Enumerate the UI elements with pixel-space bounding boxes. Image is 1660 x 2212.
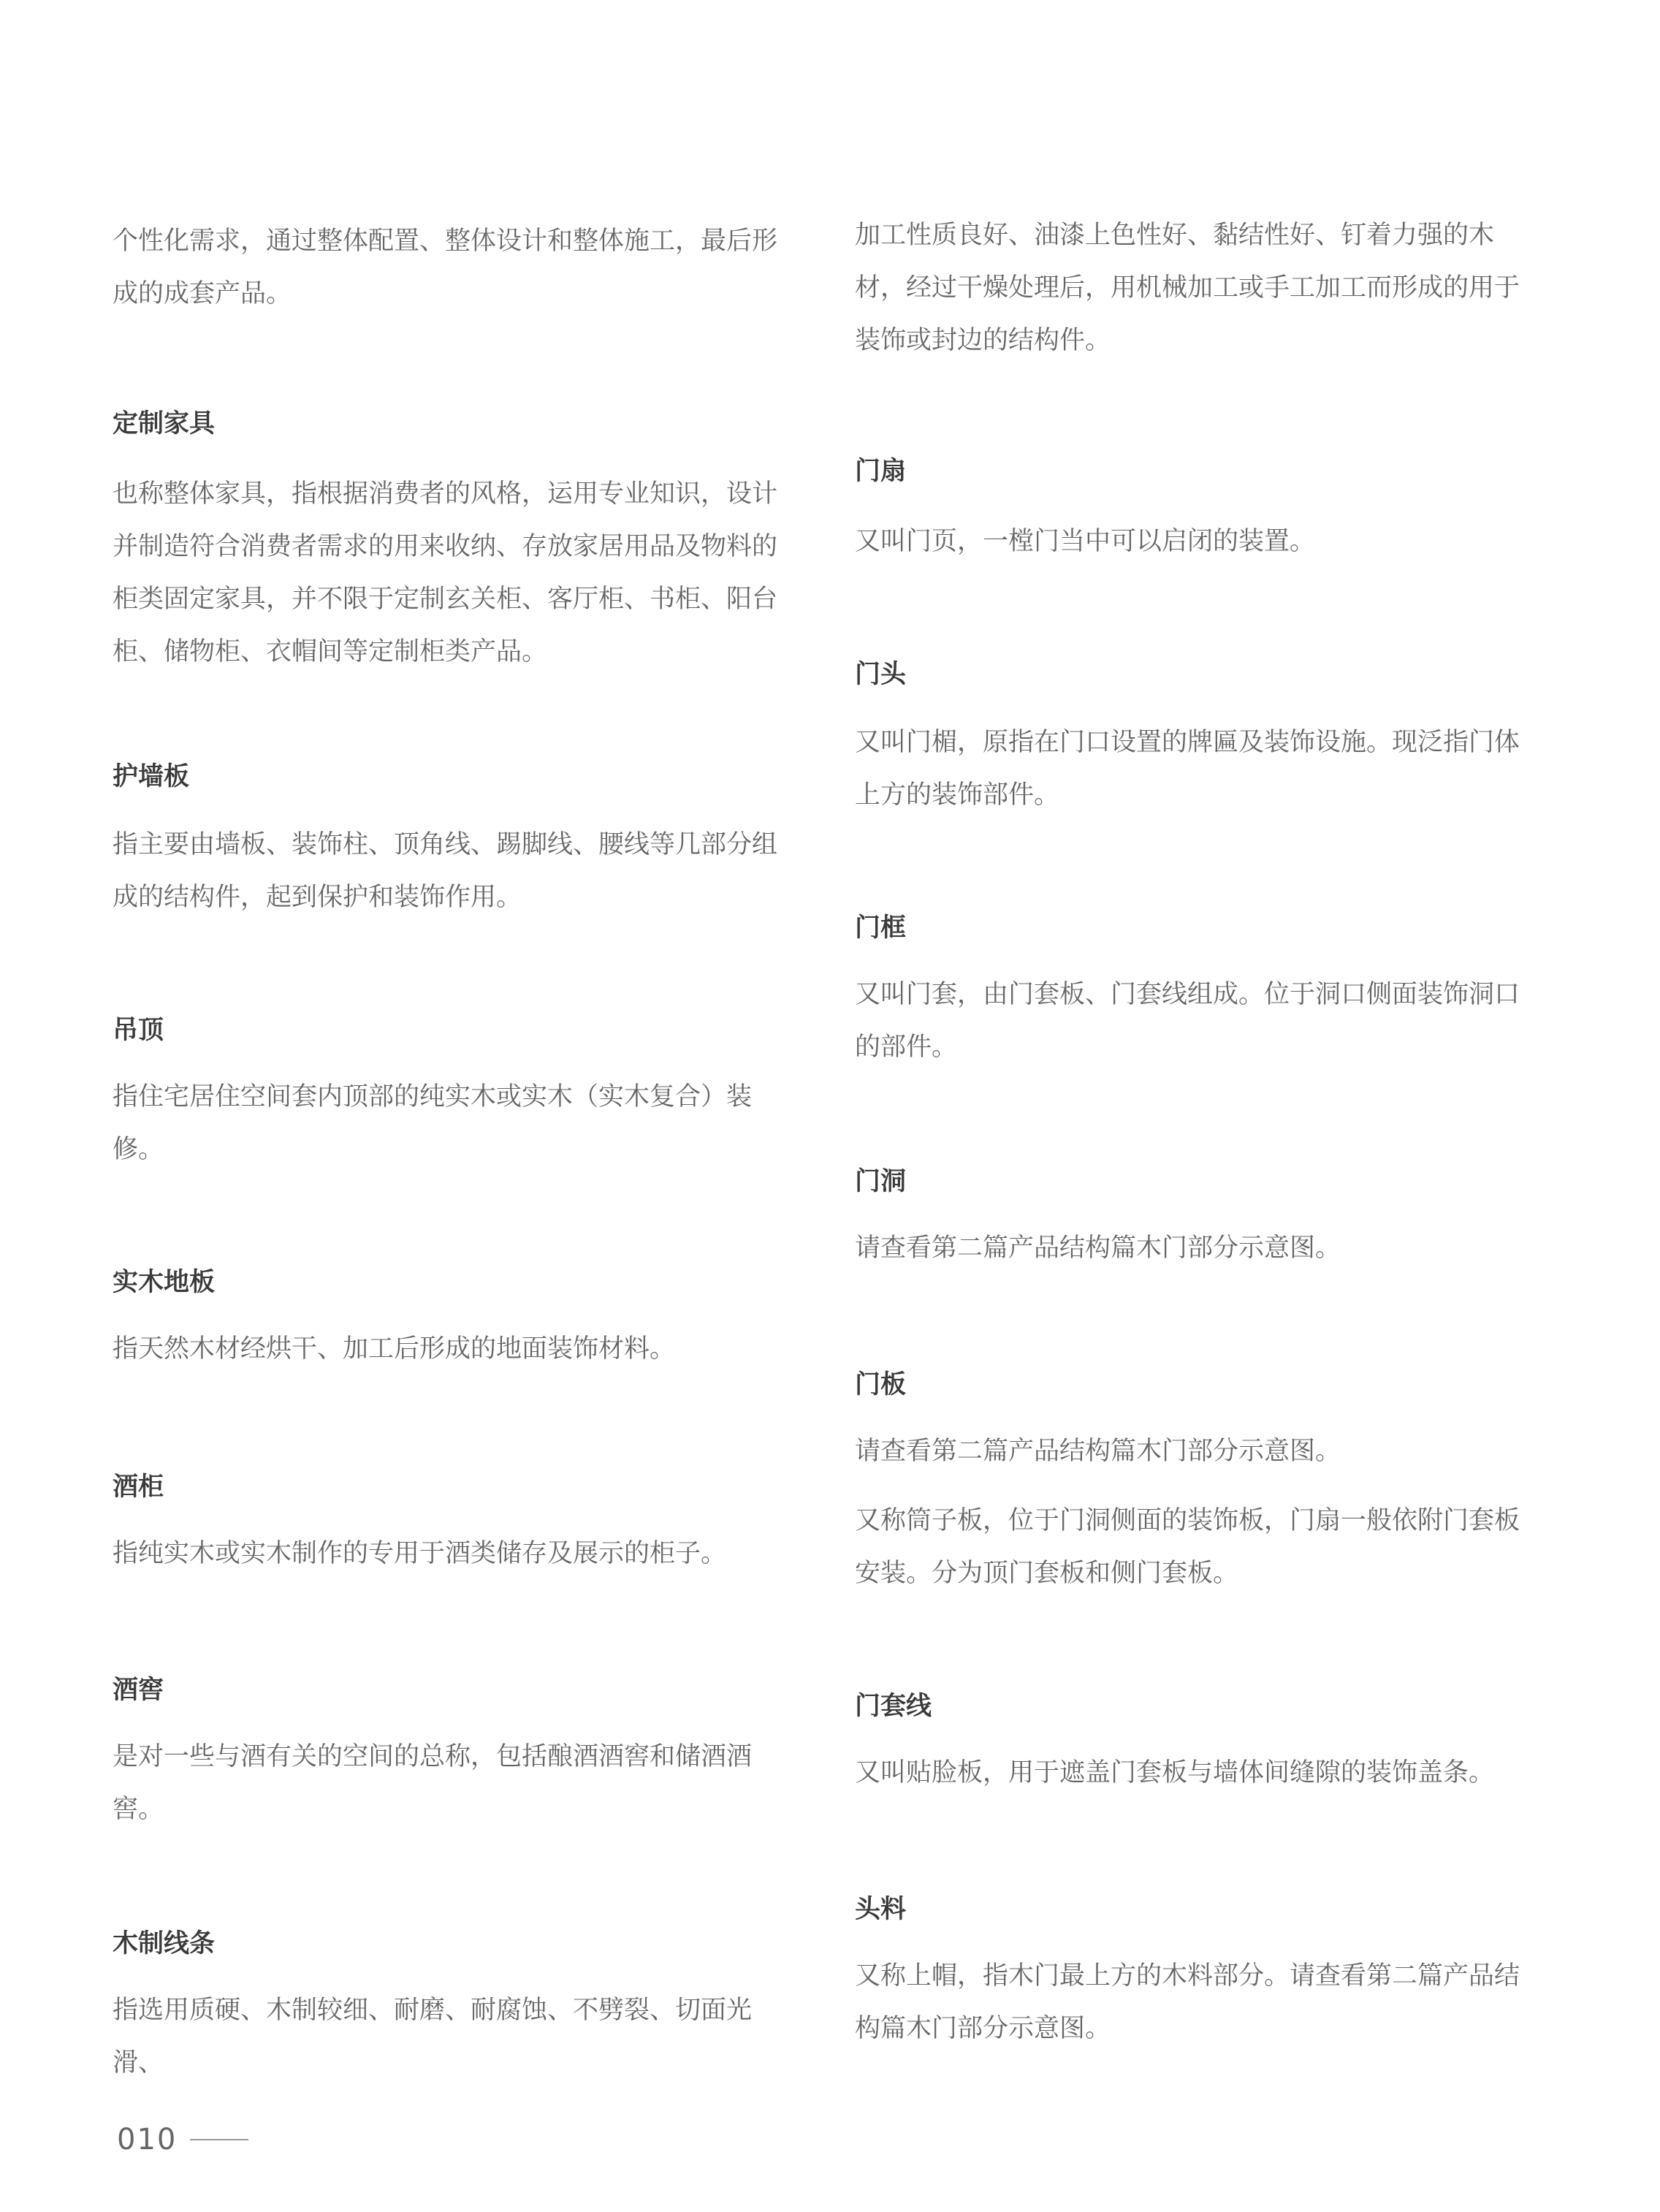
term-description: 指天然木材经烘干、加工后形成的地面装饰材料。 bbox=[113, 1334, 676, 1364]
term-description: 是对一些与酒有关的空间的总称，包括酿酒酒窖和储酒酒窖。 bbox=[113, 1742, 753, 1824]
term-description: 又叫门页，一樘门当中可以启闭的装置。 bbox=[855, 527, 1316, 556]
term-description: 又叫门楣，原指在门口设置的牌匾及装饰设施。现泛指门体上方的装饰部件。 bbox=[855, 728, 1520, 810]
term-heading: 实木地板 bbox=[113, 1267, 216, 1297]
page-footer bbox=[117, 2123, 248, 2156]
term-description: 也称整体家具，指根据消费者的风格，运用专业知识，设计并制造符合消费者需求的用来收纳、存放家居用品及物料的柜类固定家具，并不限于定制玄关柜、客厅柜、书柜、阳台柜、储物柜、衣帽间等定制柜类产品。 bbox=[113, 479, 778, 666]
term-heading: 木制线条 bbox=[113, 1928, 216, 1958]
term-description: 请查看第二篇产品结构篇木门部分示意图。 bbox=[855, 1234, 1341, 1263]
term-heading: 护墙板 bbox=[113, 761, 190, 791]
term-heading: 门扇 bbox=[855, 456, 907, 486]
term-heading: 门头 bbox=[855, 659, 907, 689]
term-description: 指选用质硬、木制较细、耐磨、耐腐蚀、不劈裂、切面光滑、 bbox=[113, 1996, 753, 2078]
term-description: 又称上帽，指木门最上方的木料部分。请查看第二篇产品结构篇木门部分示意图。 bbox=[855, 1961, 1520, 2043]
term-description: 又叫贴脸板，用于遮盖门套板与墙体间缝隙的装饰盖条。 bbox=[855, 1758, 1495, 1787]
term-heading: 门套线 bbox=[855, 1691, 932, 1721]
page-number: 010 bbox=[117, 2123, 178, 2156]
term-description: 指住宅居住空间套内顶部的纯实木或实木（实木复合）装修。 bbox=[113, 1082, 753, 1164]
term-description: 指纯实木或实木制作的专用于酒类储存及展示的柜子。 bbox=[113, 1539, 727, 1568]
right-intro-text: 加工性质良好、油漆上色性好、黏结性好、钉着力强的木材，经过干燥处理后，用机械加工或手工加工而形成的用于装饰或封边的结构件。 bbox=[855, 221, 1520, 355]
term-heading: 门板 bbox=[855, 1369, 907, 1399]
left-intro-text: 个性化需求，通过整体配置、整体设计和整体施工，最后形成的成套产品。 bbox=[113, 227, 778, 308]
term-description: 请查看第二篇产品结构篇木门部分示意图。 bbox=[855, 1437, 1341, 1466]
term-heading: 定制家具 bbox=[113, 408, 216, 438]
term-heading: 门洞 bbox=[855, 1166, 907, 1196]
term-description: 指主要由墙板、装饰柱、顶角线、踢脚线、腰线等几部分组成的结构件，起到保护和装饰作用。 bbox=[113, 830, 778, 912]
term-heading: 门框 bbox=[855, 913, 907, 943]
footer-rule-line bbox=[190, 2139, 248, 2140]
term-description: 又叫门套，由门套板、门套线组成。位于洞口侧面装饰洞口的部件。 bbox=[855, 980, 1520, 1062]
term-description-extra: 又称筒子板，位于门洞侧面的装饰板，门扇一般依附门套板安装。分为顶门套板和侧门套板。 bbox=[855, 1506, 1520, 1588]
term-heading: 酒柜 bbox=[113, 1472, 164, 1502]
term-heading: 酒窖 bbox=[113, 1675, 164, 1705]
term-heading: 吊顶 bbox=[113, 1015, 164, 1045]
term-heading: 头料 bbox=[855, 1894, 907, 1924]
